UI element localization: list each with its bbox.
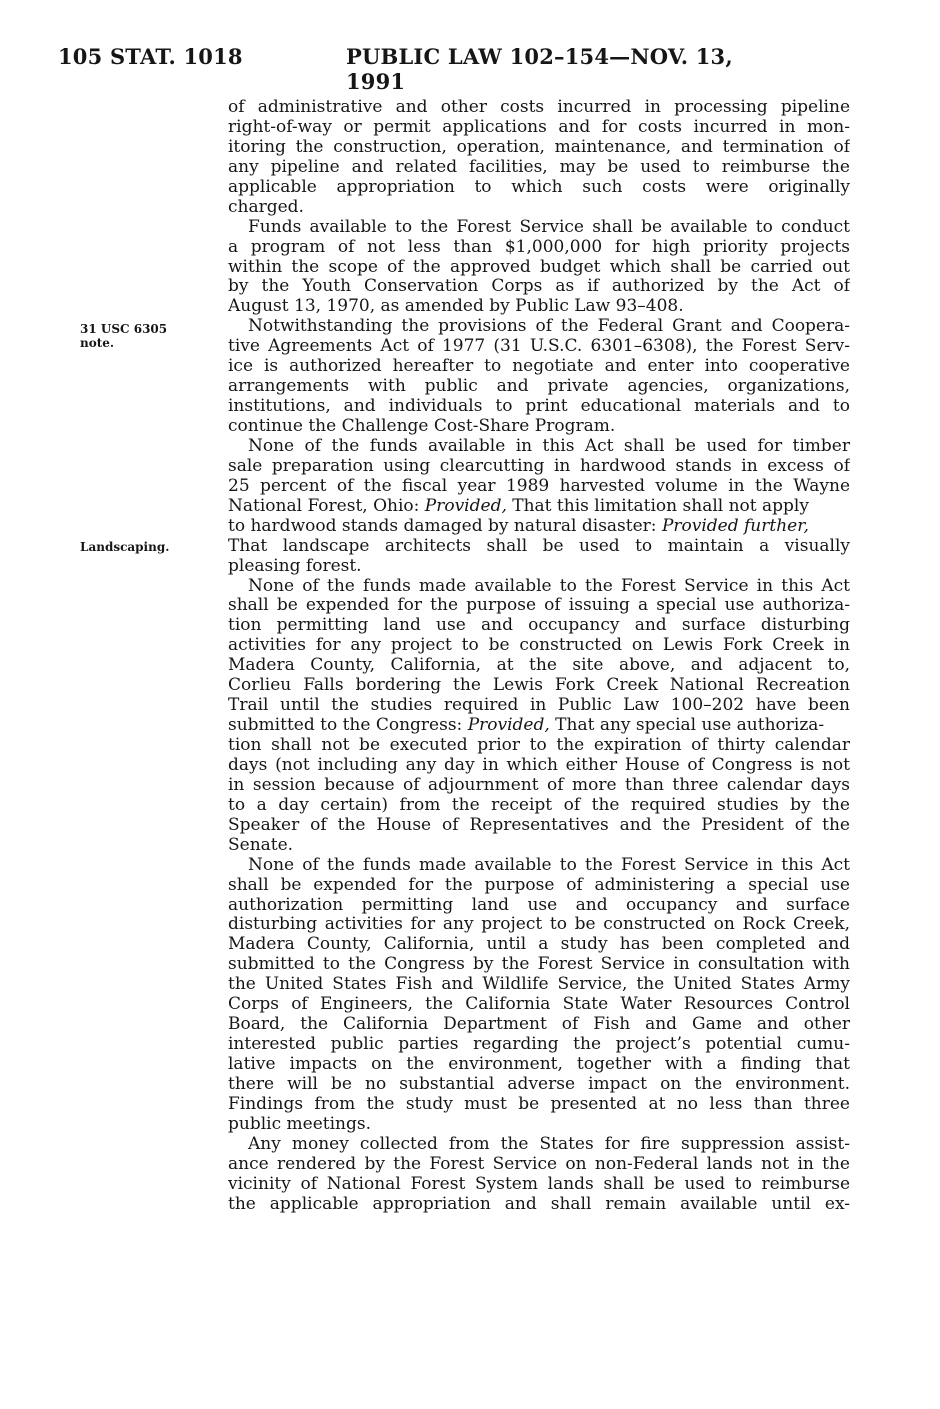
text-line: to a day certain) from the receipt of the required studies by the xyxy=(228,795,850,815)
text-span: to hardwood stands damaged by natural disaster: xyxy=(228,516,662,536)
text-line: vicinity of National Forest System lands shall be used to reimburse xyxy=(228,1174,850,1194)
text-line: institutions, and individuals to print educational materials and to xyxy=(228,397,850,417)
provided-italic: Provided, xyxy=(424,496,507,516)
text-line: tion shall not be executed prior to the expiration of thirty calendar xyxy=(228,736,850,755)
text-line xyxy=(228,716,850,736)
text-line: Funds available to the Forest Service shall be available to conduct xyxy=(248,217,850,237)
text-line: Notwithstanding the provisions of the Federal Grant and Coopera- xyxy=(248,317,850,337)
text-line: a program of not less than $1,000,000 for high priority projects xyxy=(228,237,850,257)
text-span: That any special use authoriza- xyxy=(549,716,825,736)
text-line: applicable appropriation to which such costs were originally xyxy=(228,177,850,197)
text-line: interested public parties regarding the project’s potential cumu- xyxy=(228,1035,850,1055)
text-line: ance rendered by the Forest Service on non-Federal lands not in the xyxy=(228,1154,850,1174)
text-line: That landscape architects shall be used to maintain a visually xyxy=(228,536,850,556)
text-line: the United States Fish and Wildlife Service, the United States Army xyxy=(228,975,850,995)
text-line: Senate. xyxy=(228,835,294,855)
public-law-reference: PUBLIC LAW 102–154—NOV. 13, 1991 xyxy=(346,44,733,94)
margin-note-usc xyxy=(80,322,190,350)
text-line: activities for any project to be constructed on Lewis Fork Creek in xyxy=(228,636,850,656)
margin-note-line: 31 USC 6305 xyxy=(80,322,168,336)
text-line: by the Youth Conservation Corps as if authorized by the Act of xyxy=(228,277,850,297)
provided-italic: Provided, xyxy=(467,716,550,736)
text-line: continue the Challenge Cost-Share Program. xyxy=(228,417,616,436)
text-line: lative impacts on the environment, together with a finding that xyxy=(228,1055,850,1074)
text-line: within the scope of the approved budget which shall be carried out xyxy=(228,257,850,277)
text-line: Corps of Engineers, the California State Water Resources Control xyxy=(228,995,850,1015)
text-line: any pipeline and related facilities, may be used to reimburse the xyxy=(228,157,850,177)
body-text xyxy=(228,98,850,1215)
text-line: charged. xyxy=(228,197,304,217)
text-line: submitted to the Congress by the Forest Service in consultation with xyxy=(228,955,850,975)
text-line: 25 percent of the fiscal year 1989 harvested volume in the Wayne xyxy=(228,476,850,496)
text-span: submitted to the Congress: xyxy=(228,716,468,736)
text-line: itoring the construction, operation, maintenance, and termination of xyxy=(228,137,850,157)
text-line: None of the funds available in this Act shall be used for timber xyxy=(248,436,850,456)
provided-further-italic: Provided further, xyxy=(661,516,809,536)
text-line: Findings from the study must be presented at no less than three xyxy=(228,1094,850,1114)
text-line: Any money collected from the States for fire suppression assist- xyxy=(248,1134,850,1154)
text-line: None of the funds made available to the Forest Service in this Act xyxy=(248,576,850,596)
text-line: Trail until the studies required in Public Law 100–202 have been xyxy=(228,696,850,716)
text-span: National Forest, Ohio: xyxy=(228,496,425,516)
margin-note-line: Landscaping. xyxy=(80,540,170,554)
text-line: Speaker of the House of Representatives and the President of the xyxy=(228,815,850,835)
margin-note-landscaping xyxy=(80,540,190,554)
text-span: That this limitation shall not apply xyxy=(506,496,809,516)
text-line: tive Agreements Act of 1977 (31 U.S.C. 6301–6308), the Forest Serv- xyxy=(228,337,850,357)
text-line: sale preparation using clearcutting in hardwood stands in excess of xyxy=(228,456,850,476)
text-line: authorization permitting land use and occupancy and surface xyxy=(228,895,850,915)
text-line xyxy=(228,497,850,517)
text-line: right-of-way or permit applications and for costs incurred in mon- xyxy=(228,117,850,137)
page-reference: 105 STAT. 1018 xyxy=(58,44,243,69)
text-line: disturbing activities for any project to be constructed on Rock Creek, xyxy=(228,915,850,935)
text-line: Board, the California Department of Fish and Game and other xyxy=(228,1015,850,1035)
text-line: the applicable appropriation and shall remain available until ex- xyxy=(228,1194,850,1214)
text-line: Corlieu Falls bordering the Lewis Fork Creek National Recreation xyxy=(228,676,850,696)
text-line: Madera County, California, at the site above, and adjacent to, xyxy=(228,656,850,676)
text-line: shall be expended for the purpose of issuing a special use authoriza- xyxy=(228,596,850,616)
text-line: arrangements with public and private agencies, organizations, xyxy=(228,377,850,397)
text-line: ice is authorized hereafter to negotiate and enter into cooperative xyxy=(228,357,850,377)
text-line: shall be expended for the purpose of administering a special use xyxy=(228,875,850,895)
text-line xyxy=(228,517,850,537)
running-head xyxy=(58,44,748,94)
text-line: in session because of adjournment of more than three calendar days xyxy=(228,775,850,795)
text-line: August 13, 1970, as amended by Public Law 93–408. xyxy=(228,297,684,317)
text-line: pleasing forest. xyxy=(228,556,362,576)
text-line: tion permitting land use and occupancy and surface disturbing xyxy=(228,616,850,636)
text-line: Madera County, California, until a study has been completed and xyxy=(228,935,850,955)
text-line: there will be no substantial adverse impact on the environment. xyxy=(228,1074,850,1094)
text-line: public meetings. xyxy=(228,1114,371,1134)
text-line: of administrative and other costs incurred in processing pipeline xyxy=(228,98,850,117)
text-line: days (not including any day in which either House of Congress is not xyxy=(228,755,850,775)
text-line: None of the funds made available to the Forest Service in this Act xyxy=(248,855,850,875)
margin-note-line: note. xyxy=(80,336,115,350)
